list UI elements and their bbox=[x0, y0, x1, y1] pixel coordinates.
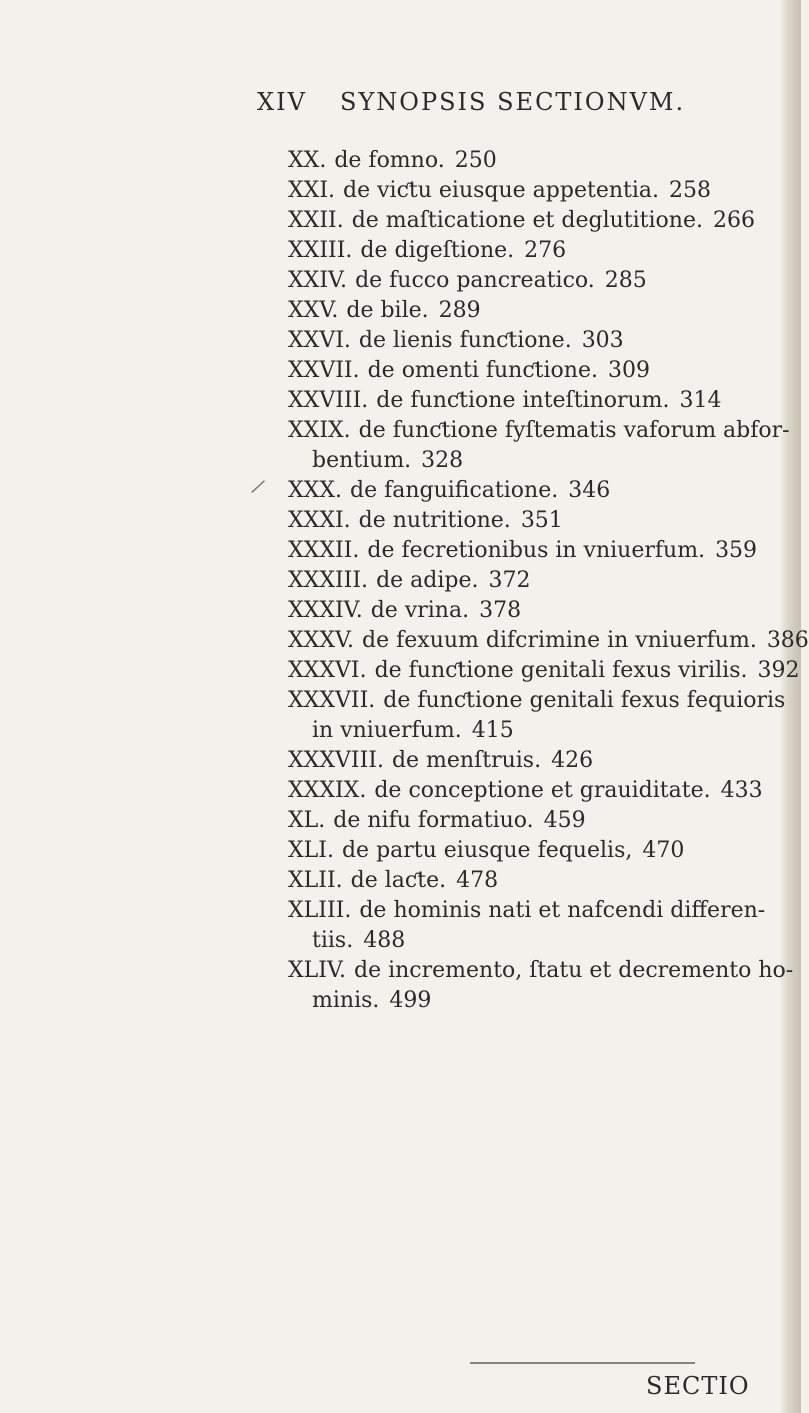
section-number: XXXIV. bbox=[288, 598, 363, 623]
section-title: de lienis funƈtione. bbox=[358, 328, 572, 353]
section-entry bbox=[288, 596, 788, 626]
section-number: XXII. bbox=[288, 208, 344, 233]
section-entry bbox=[288, 776, 788, 806]
section-title: minis. bbox=[312, 988, 380, 1013]
section-title: de funƈtione genitali fexus fequioris bbox=[383, 688, 786, 713]
section-entry bbox=[288, 626, 809, 656]
section-title: de funƈtione fyſtematis vaforum abfor- bbox=[358, 418, 790, 443]
page-reference: 470 bbox=[642, 838, 685, 863]
section-entry bbox=[288, 146, 788, 176]
page-reference: 392 bbox=[757, 658, 800, 683]
section-entry bbox=[288, 386, 788, 416]
section-title: de funƈtione inteſtinorum. bbox=[376, 388, 670, 413]
section-title: de maſticatione et deglutitione. bbox=[351, 208, 703, 233]
page-reference: 351 bbox=[520, 508, 563, 533]
section-title: de fanguificatione. bbox=[349, 478, 559, 503]
section-entry bbox=[288, 956, 794, 986]
section-number: XL. bbox=[288, 808, 326, 833]
section-entry bbox=[288, 446, 788, 476]
page-reference: 433 bbox=[720, 778, 763, 803]
section-number: XXXVI. bbox=[288, 658, 367, 683]
section-number: XLII. bbox=[288, 868, 343, 893]
section-entry bbox=[288, 656, 800, 686]
section-entry bbox=[288, 836, 788, 866]
section-number: XX. bbox=[288, 148, 327, 173]
page-reference: 285 bbox=[604, 268, 647, 293]
section-entry bbox=[288, 986, 788, 1016]
section-number: XXXVII. bbox=[288, 688, 376, 713]
section-title: de omenti funƈtione. bbox=[367, 358, 598, 383]
section-title: de hominis nati et nafcendi differen- bbox=[359, 898, 766, 923]
page-reference: 276 bbox=[524, 238, 567, 263]
section-entry bbox=[288, 806, 788, 836]
page-reference: 359 bbox=[715, 538, 758, 563]
page-reference: 258 bbox=[669, 178, 711, 203]
page-reference: 328 bbox=[421, 448, 464, 473]
section-number: XXIII. bbox=[288, 238, 353, 263]
section-entry bbox=[288, 476, 788, 506]
section-number: XXI. bbox=[288, 178, 336, 203]
running-title: SYNOPSIS SECTIONVM. bbox=[340, 88, 686, 116]
section-number: XXXV. bbox=[288, 628, 355, 653]
section-entry bbox=[288, 326, 788, 356]
section-number: XXXI. bbox=[288, 508, 351, 533]
section-title: de vrina. bbox=[370, 598, 470, 623]
section-number: XXIV. bbox=[288, 268, 348, 293]
section-title: de fomno. bbox=[334, 148, 445, 173]
page-reference: 266 bbox=[712, 208, 755, 233]
section-number: XLIV. bbox=[288, 958, 346, 983]
page-reference: 478 bbox=[456, 868, 499, 893]
section-title: de viƈtu eiusque appetentia. bbox=[343, 178, 659, 203]
page-reference: 314 bbox=[679, 388, 722, 413]
section-title: bentium. bbox=[312, 448, 412, 473]
section-number: XXV. bbox=[288, 298, 339, 323]
section-title: de incremento, ſtatu et decremento ho- bbox=[354, 958, 794, 983]
bottom-rule bbox=[470, 1362, 695, 1364]
section-entry bbox=[288, 686, 788, 716]
section-entry bbox=[288, 716, 788, 746]
section-entry bbox=[288, 266, 788, 296]
section-title: de bile. bbox=[346, 298, 429, 323]
section-number: XLIII. bbox=[288, 898, 352, 923]
section-number: XXXIX. bbox=[288, 778, 367, 803]
page-reference: 289 bbox=[438, 298, 481, 323]
section-title: de fecretionibus in vniuerfum. bbox=[367, 538, 706, 563]
section-title: de fexuum difcrimine in vniuerfum. bbox=[362, 628, 757, 653]
section-title: de digeſtione. bbox=[360, 238, 515, 263]
pencil-mark: / bbox=[249, 473, 268, 499]
page-reference: 415 bbox=[471, 718, 514, 743]
section-entry bbox=[288, 296, 788, 326]
page-reference: 303 bbox=[581, 328, 624, 353]
section-list bbox=[288, 146, 809, 1016]
page-reference: 499 bbox=[389, 988, 432, 1013]
section-title: de adipe. bbox=[376, 568, 479, 593]
section-title: tiis. bbox=[312, 928, 354, 953]
section-title: de nutritione. bbox=[358, 508, 511, 533]
section-entry bbox=[288, 926, 788, 956]
section-entry bbox=[288, 746, 788, 776]
section-entry bbox=[288, 896, 788, 926]
section-entry bbox=[288, 866, 788, 896]
section-number: XXVIII. bbox=[288, 388, 369, 413]
section-title: de laƈte. bbox=[350, 868, 447, 893]
page-reference: 250 bbox=[454, 148, 497, 173]
section-title: in vniuerfum. bbox=[312, 718, 462, 743]
catchword: SECTIO bbox=[646, 1372, 750, 1400]
section-title: de partu eiusque fequelis, bbox=[341, 838, 633, 863]
section-entry bbox=[288, 236, 788, 266]
section-title: de nifu formatiuo. bbox=[333, 808, 534, 833]
section-entry bbox=[288, 566, 788, 596]
section-title: de funƈtione genitali fexus virilis. bbox=[374, 658, 748, 683]
section-entry bbox=[288, 536, 788, 566]
section-entry bbox=[288, 416, 788, 446]
section-title: de conceptione et grauiditate. bbox=[374, 778, 711, 803]
page-reference: 346 bbox=[568, 478, 611, 503]
section-number: XXXIII. bbox=[288, 568, 369, 593]
section-number: XXXII. bbox=[288, 538, 360, 563]
section-number: XXX. bbox=[288, 478, 342, 503]
section-number: XLI. bbox=[288, 838, 334, 863]
page-reference: 426 bbox=[551, 748, 594, 773]
page-reference: 372 bbox=[488, 568, 531, 593]
section-number: XXVII. bbox=[288, 358, 360, 383]
section-number: XXVI. bbox=[288, 328, 351, 353]
page-reference: 459 bbox=[543, 808, 586, 833]
section-number: XXIX. bbox=[288, 418, 351, 443]
page-reference: 488 bbox=[363, 928, 406, 953]
section-entry bbox=[288, 206, 788, 236]
page-reference: 378 bbox=[479, 598, 522, 623]
section-entry bbox=[288, 356, 788, 386]
page-reference: 309 bbox=[607, 358, 650, 383]
section-entry bbox=[288, 506, 788, 536]
page-reference: 386 bbox=[766, 628, 809, 653]
section-title: de menſtruis. bbox=[391, 748, 542, 773]
section-number: XXXVIII. bbox=[288, 748, 384, 773]
section-title: de fucco pancreatico. bbox=[355, 268, 595, 293]
page-number: XIV bbox=[257, 88, 307, 116]
section-entry bbox=[288, 176, 788, 206]
